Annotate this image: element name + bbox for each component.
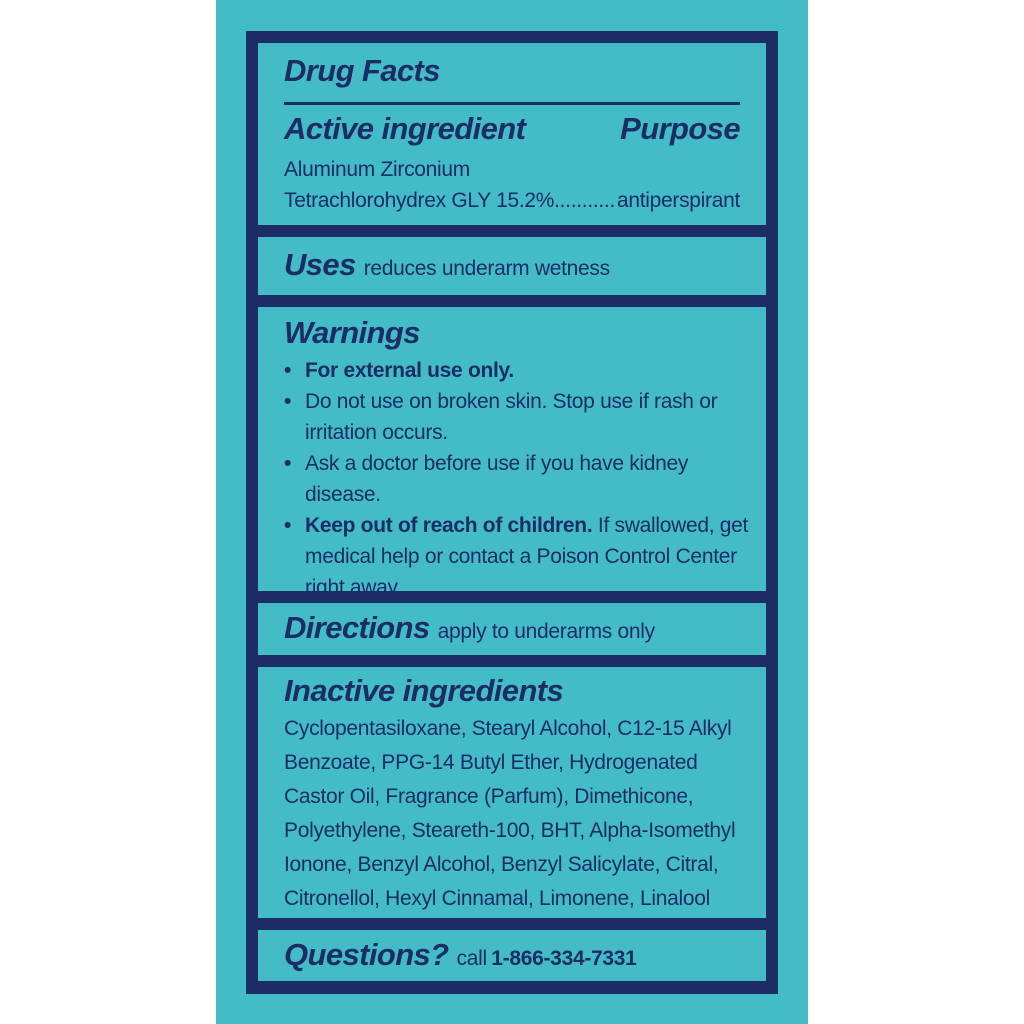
title-divider (284, 102, 740, 105)
active-ingredient-name: Tetrachlorohydrex GLY 15.2% (284, 189, 555, 212)
phone-number: 1-866-334-7331 (491, 947, 637, 970)
uses-section (258, 237, 766, 295)
bullet-icon: • (284, 390, 292, 413)
uses-line (284, 247, 756, 284)
warnings-section (258, 307, 766, 599)
directions-heading: Directions (284, 610, 430, 645)
bullet-icon: • (284, 514, 292, 537)
leader-dots: ........... (554, 189, 615, 212)
active-ingredient-text (284, 154, 740, 216)
warning-item (284, 355, 754, 386)
purpose-heading: Purpose (620, 111, 740, 146)
warning-children: Keep out of reach of children. (305, 514, 593, 537)
warnings-list (284, 355, 754, 603)
drug-facts-title: Drug Facts (284, 53, 440, 88)
inactive-ingredients-text: Cyclopentasiloxane, Stearyl Alcohol, C12-15 Alkyl Benzoate, PPG-14 Butyl Ether, Hydrogenated Castor Oil, Fragrance (Parfum), Dimethicone, Polyethylene, Steareth-100, BHT, Alpha-Isomethyl Ionone, Benzyl Alcohol, Benzyl Salicylate, Citral, Citronellol, Hexyl Cinnamal, Limonene, Linalool (284, 717, 736, 910)
uses-heading: Uses (284, 247, 356, 282)
warning-external-use: For external use only. (305, 359, 514, 382)
uses-text: reduces underarm wetness (363, 257, 610, 280)
warning-broken-skin: Do not use on broken skin. Stop use if rash or irritation occurs. (305, 390, 718, 444)
drug-facts-section (258, 43, 766, 225)
directions-section (258, 603, 766, 655)
warnings-heading: Warnings (284, 315, 420, 350)
directions-text: apply to underarms only (437, 620, 655, 643)
warning-kidney-disease: Ask a doctor before use if you have kidney disease. (305, 452, 689, 506)
warning-item (284, 386, 754, 448)
questions-line (284, 937, 756, 974)
inactive-ingredients-section (258, 667, 766, 918)
directions-line (284, 610, 756, 647)
inactive-ingredients-heading: Inactive ingredients (284, 673, 564, 708)
warning-item (284, 510, 754, 603)
bullet-icon: • (284, 452, 292, 475)
warning-swallowed: If swallowed, get medical help or contact a Poison Control Center right away. (305, 514, 749, 599)
active-ingredient-header (284, 111, 740, 147)
purpose-value: antiperspirant (616, 189, 740, 212)
active-ingredient-line1: Aluminum Zirconium (284, 158, 470, 181)
questions-heading: Questions? (284, 937, 449, 972)
bullet-icon: • (284, 359, 292, 382)
active-ingredient-heading: Active ingredient (284, 111, 526, 146)
active-ingredient-line2 (284, 185, 740, 216)
warning-item (284, 448, 754, 510)
questions-section (258, 930, 766, 981)
questions-call: call (456, 947, 487, 970)
